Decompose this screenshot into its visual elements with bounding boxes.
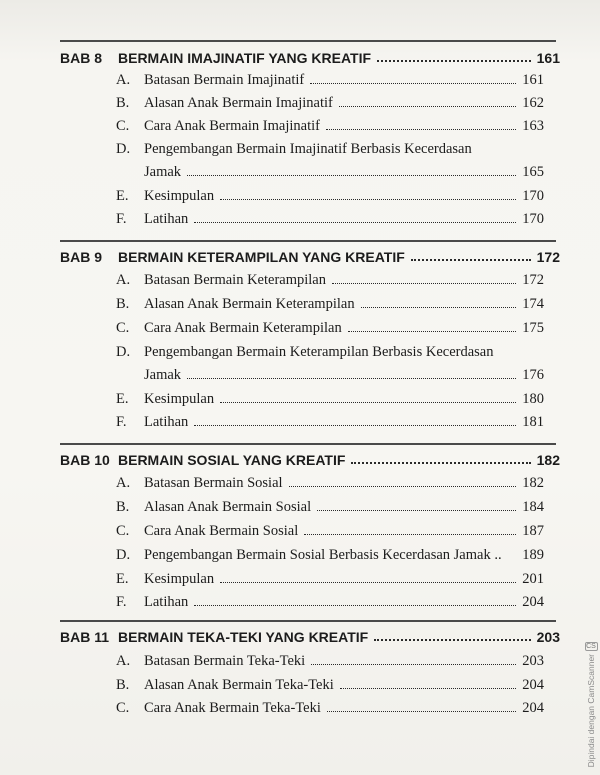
section-divider: [60, 40, 556, 42]
toc-entry: [116, 520, 544, 540]
dot-leader: [310, 83, 516, 84]
entry-text: Latihan: [144, 211, 189, 227]
dot-leader: [220, 199, 516, 200]
toc-entry: [116, 544, 544, 564]
dot-leader: [289, 486, 517, 487]
section-divider: [60, 443, 556, 445]
entry-letter: C.: [116, 118, 130, 134]
toc-entry: [116, 208, 544, 228]
toc-entry-continuation: [144, 161, 544, 181]
entry-text: Alasan Anak Bermain Keterampilan: [144, 296, 355, 312]
dot-leader: [351, 462, 530, 464]
chapter-heading: [60, 48, 560, 66]
entry-page: 170: [522, 188, 544, 204]
entry-text: Cara Anak Bermain Keterampilan: [144, 320, 342, 336]
dot-leader: [220, 582, 516, 583]
entry-page: 201: [522, 571, 544, 587]
toc-entry: [116, 115, 544, 135]
entry-text: Pengembangan Bermain Sosial Berbasis Kecerdasan Jamak ..: [144, 547, 502, 563]
toc-entry: [116, 341, 544, 361]
entry-letter: F.: [116, 414, 127, 430]
dot-leader: [339, 106, 516, 107]
dot-leader: [194, 605, 516, 606]
scanner-watermark: [584, 642, 598, 766]
entry-page: 165: [522, 164, 544, 180]
entry-letter: E.: [116, 391, 129, 407]
entry-text-cont: Jamak: [144, 164, 182, 180]
dot-leader: [326, 129, 516, 130]
chapter-number: BAB 9: [60, 249, 103, 265]
toc-entry: [116, 388, 544, 408]
entry-letter: B.: [116, 296, 130, 312]
toc-entry: [116, 293, 544, 313]
entry-page: 175: [522, 320, 544, 336]
entry-text: Cara Anak Bermain Teka-Teki: [144, 700, 321, 716]
dot-leader: [361, 307, 517, 308]
entry-text: Kesimpulan: [144, 188, 215, 204]
toc-entry: [116, 317, 544, 337]
chapter-title: BERMAIN KETERAMPILAN YANG KREATIF: [118, 249, 405, 265]
entry-letter: C.: [116, 523, 130, 539]
toc-entry: [116, 674, 544, 694]
entry-page: 162: [522, 95, 544, 111]
entry-text: Batasan Bermain Sosial: [144, 475, 283, 491]
entry-letter: B.: [116, 95, 130, 111]
entry-page: 174: [522, 296, 544, 312]
entry-letter: B.: [116, 499, 130, 515]
dot-leader: [187, 175, 516, 176]
entry-text: Alasan Anak Bermain Teka-Teki: [144, 677, 334, 693]
chapter-heading: [60, 450, 560, 468]
entry-page: 181: [522, 414, 544, 430]
camscanner-logo-icon: CS: [586, 643, 596, 650]
entry-text: Kesimpulan: [144, 571, 215, 587]
chapter-heading: [60, 627, 560, 645]
chapter-number: BAB 11: [60, 629, 110, 645]
entry-text: Latihan: [144, 594, 189, 610]
entry-letter: E.: [116, 571, 129, 587]
entry-letter: C.: [116, 700, 130, 716]
entry-letter: F.: [116, 211, 127, 227]
entry-page: 203: [522, 653, 544, 669]
dot-leader: [332, 283, 516, 284]
entry-page: 170: [522, 211, 544, 227]
dot-leader: [220, 402, 516, 403]
entry-letter: B.: [116, 677, 130, 693]
entry-letter: F.: [116, 594, 127, 610]
toc-entry: [116, 138, 544, 158]
dot-leader: [327, 711, 516, 712]
entry-text: Alasan Anak Bermain Imajinatif: [144, 95, 333, 111]
entry-text: Kesimpulan: [144, 391, 215, 407]
toc-entry: [116, 185, 544, 205]
entry-page: 163: [522, 118, 544, 134]
entry-letter: A.: [116, 272, 131, 288]
entry-page: 189: [522, 547, 544, 563]
dot-leader: [411, 259, 531, 261]
entry-page: 182: [522, 475, 544, 491]
chapter-page: 203: [536, 629, 560, 645]
entry-page: 204: [522, 700, 544, 716]
chapter-page: 182: [536, 452, 560, 468]
chapter-title: BERMAIN SOSIAL YANG KREATIF: [118, 452, 346, 468]
entry-text: Latihan: [144, 414, 189, 430]
entry-text: Pengembangan Bermain Keterampilan Berbasis Kecerdasan: [144, 344, 494, 360]
chapter-heading: [60, 247, 560, 265]
entry-page: 176: [522, 367, 544, 383]
chapter-title: BERMAIN IMAJINATIF YANG KREATIF: [118, 50, 372, 66]
entry-page: 180: [522, 391, 544, 407]
dot-leader: [377, 60, 531, 62]
entry-text: Cara Anak Bermain Imajinatif: [144, 118, 320, 134]
entry-page: 187: [522, 523, 544, 539]
section-divider: [60, 240, 556, 242]
dot-leader: [194, 425, 516, 426]
toc-entry: [116, 269, 544, 289]
toc-entry: [116, 650, 544, 670]
entry-letter: D.: [116, 547, 131, 563]
toc-entry: [116, 472, 544, 492]
entry-text-cont: Jamak: [144, 367, 182, 383]
chapter-page: 161: [536, 50, 560, 66]
chapter-page: 172: [536, 249, 560, 265]
entry-text: Batasan Bermain Keterampilan: [144, 272, 326, 288]
entry-page: 172: [522, 272, 544, 288]
entry-page: 204: [522, 594, 544, 610]
entry-letter: D.: [116, 344, 131, 360]
dot-leader: [317, 510, 516, 511]
scanner-text: Dipindai dengan CamScanner: [586, 654, 596, 768]
chapter-number: BAB 10: [60, 452, 110, 468]
section-divider: [60, 620, 556, 622]
dot-leader: [187, 378, 516, 379]
entry-text: Batasan Bermain Imajinatif: [144, 72, 305, 88]
dot-leader: [348, 331, 517, 332]
entry-letter: A.: [116, 653, 131, 669]
entry-page: 204: [522, 677, 544, 693]
chapter-number: BAB 8: [60, 50, 103, 66]
toc-entry: [116, 496, 544, 516]
toc-entry: [116, 411, 544, 431]
entry-letter: D.: [116, 141, 131, 157]
dot-leader: [374, 639, 530, 641]
entry-page: 184: [522, 499, 544, 515]
dot-leader: [304, 534, 516, 535]
toc-entry: [116, 568, 544, 588]
entry-letter: A.: [116, 475, 131, 491]
dot-leader: [340, 688, 516, 689]
entry-page: 161: [522, 72, 544, 88]
dot-leader: [194, 222, 516, 223]
entry-text: Pengembangan Bermain Imajinatif Berbasis Kecerdasan: [144, 141, 472, 157]
toc-entry: [116, 69, 544, 89]
entry-text: Batasan Bermain Teka-Teki: [144, 653, 306, 669]
entry-letter: C.: [116, 320, 130, 336]
toc-entry: [116, 591, 544, 611]
entry-letter: A.: [116, 72, 131, 88]
toc-entry: [116, 697, 544, 717]
dot-leader: [311, 664, 516, 665]
chapter-title: BERMAIN TEKA-TEKI YANG KREATIF: [118, 629, 369, 645]
entry-text: Cara Anak Bermain Sosial: [144, 523, 299, 539]
entry-text: Alasan Anak Bermain Sosial: [144, 499, 312, 515]
toc-entry: [116, 92, 544, 112]
toc-entry-continuation: [144, 364, 544, 384]
entry-letter: E.: [116, 188, 129, 204]
